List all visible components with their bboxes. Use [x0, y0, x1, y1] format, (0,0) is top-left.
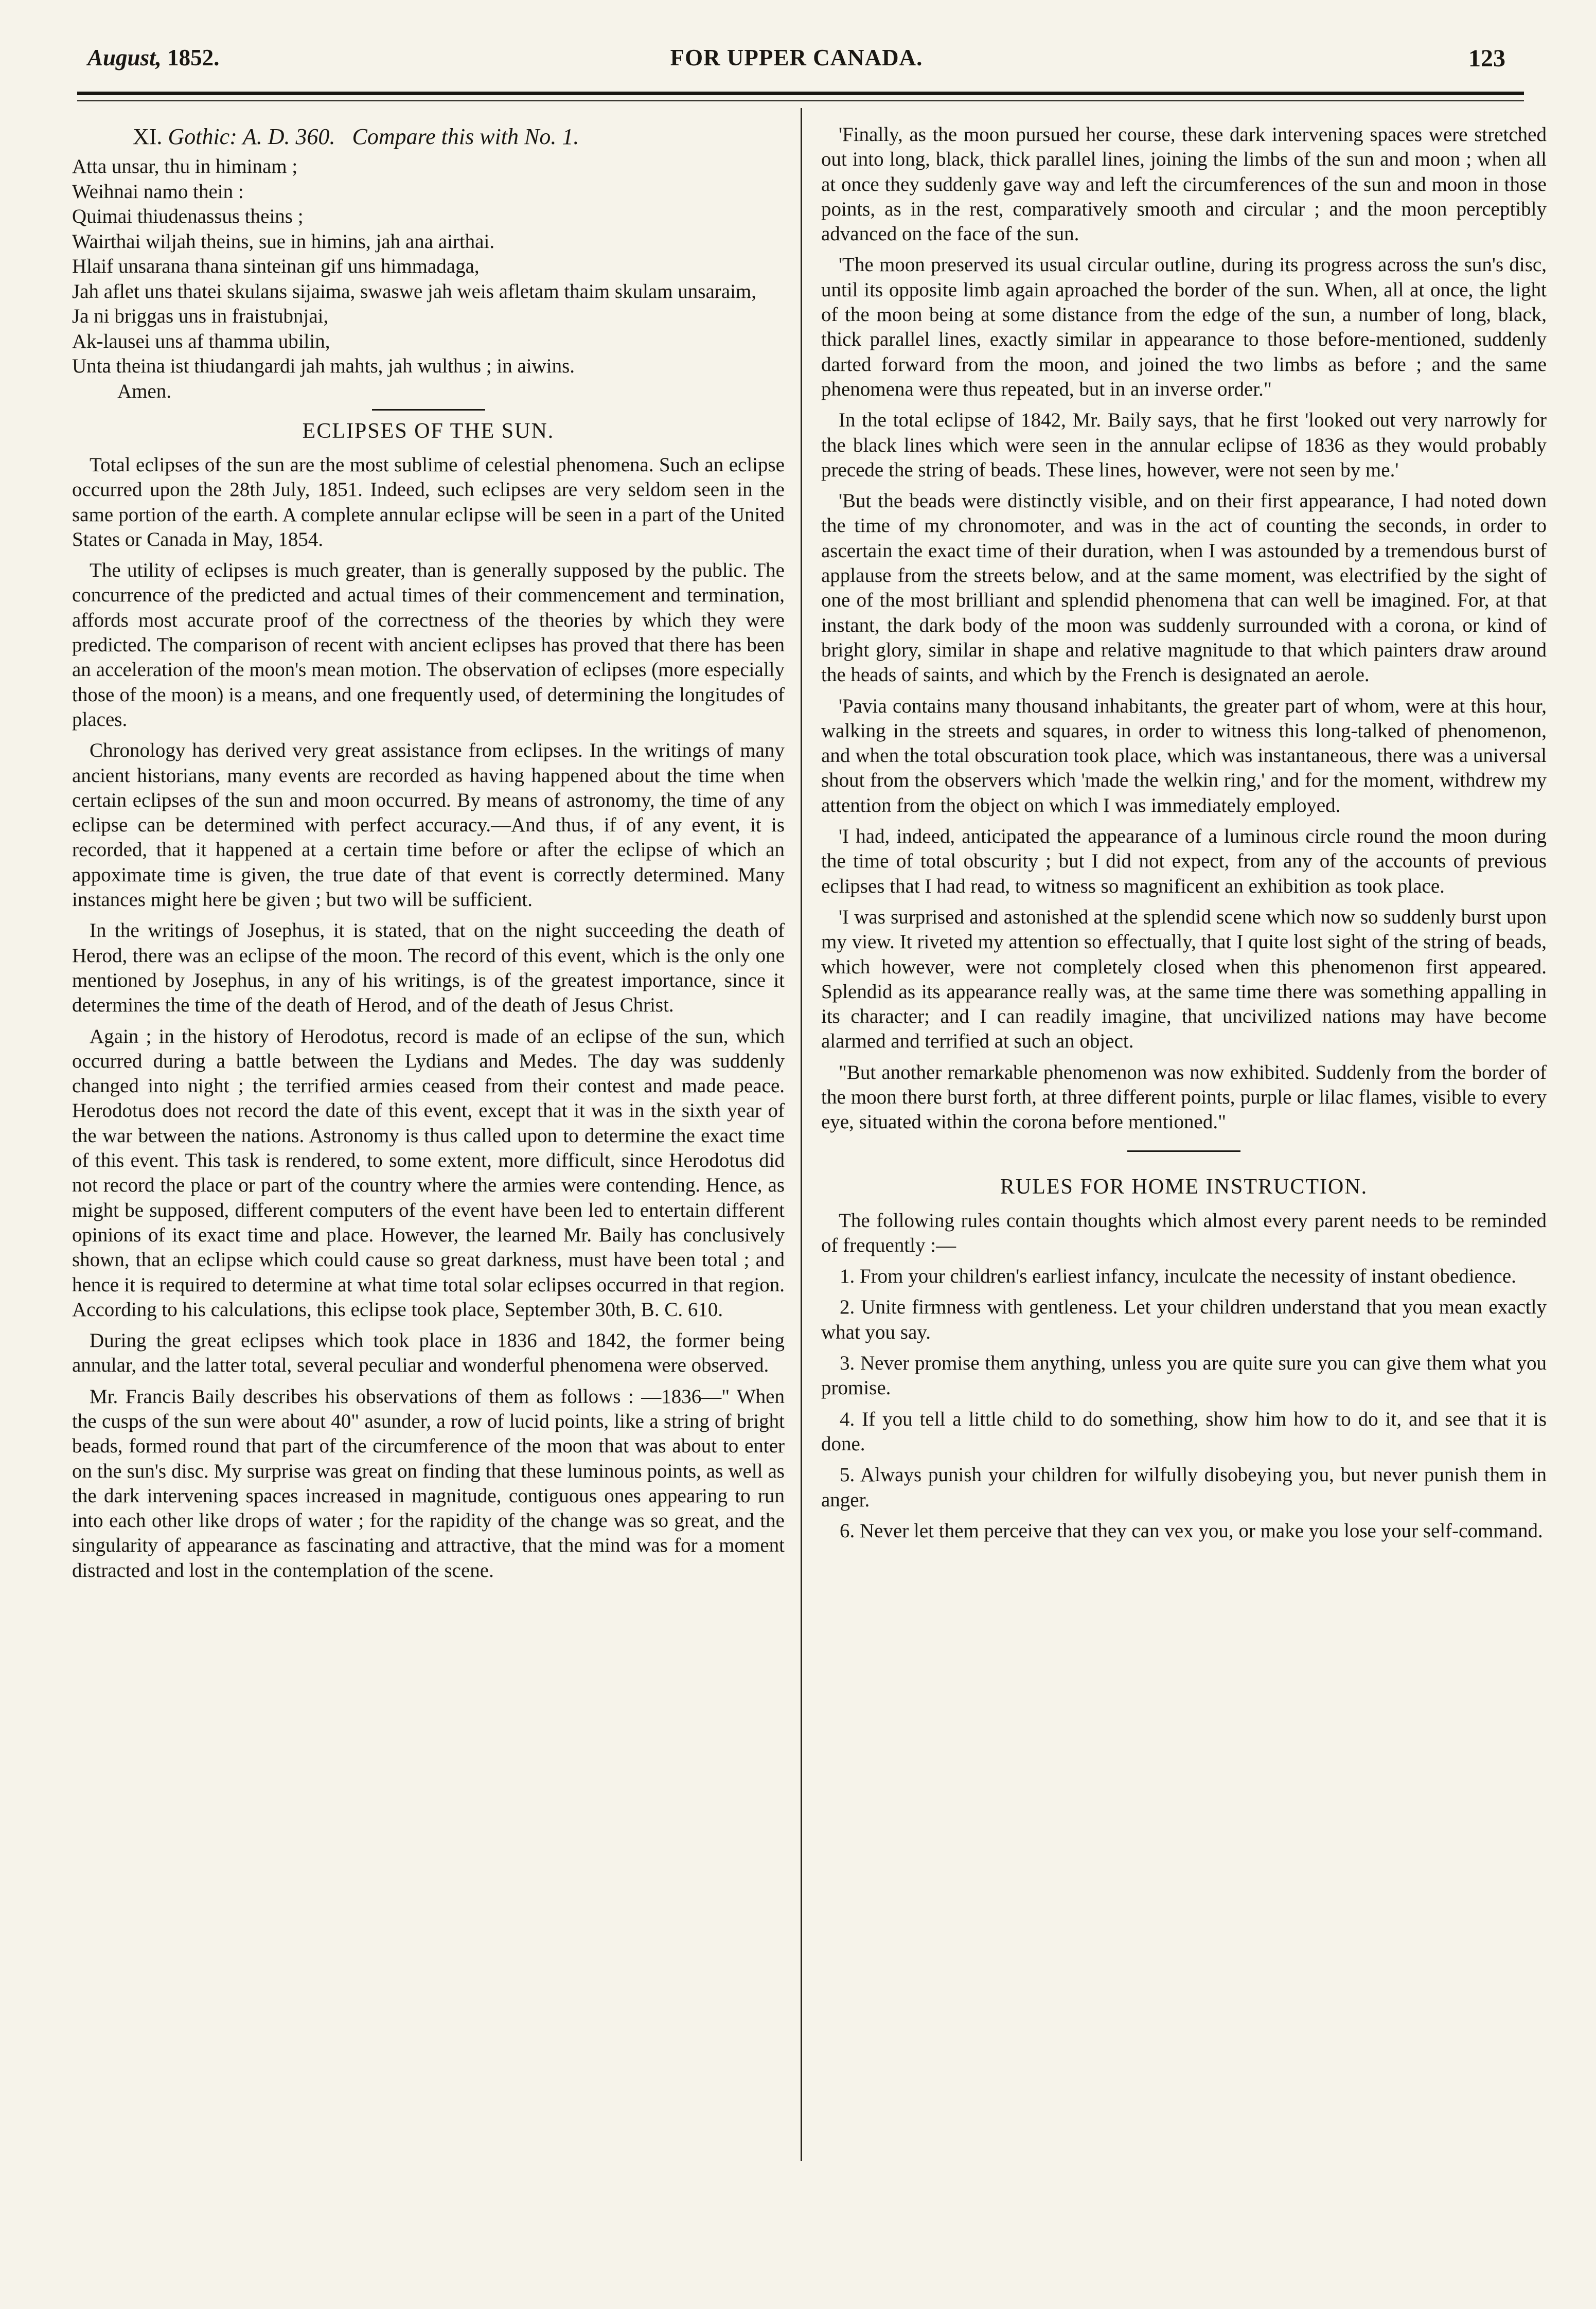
gothic-line: Wairthai wiljah theins, sue in himins, jah ana airthai.	[72, 230, 495, 253]
eclipses-paragraph: Total eclipses of the sun are the most sublime of celestial phenomena. Such an eclipse occurred upon the 28th July, 1851. Indeed, such eclipses are very seldom seen in the same portion of the earth. A complete annular eclipse will be seen in a part of the United States or Canada in May, 1854.	[72, 454, 785, 550]
gothic-line: Ja ni briggas uns in fraistubnjai,	[72, 305, 329, 327]
rules-intro: The following rules contain thoughts which almost every parent needs to be reminded of frequently :—	[821, 1209, 1547, 1256]
gothic-heading-label: Gothic:	[168, 124, 237, 149]
right-column	[821, 122, 1547, 1550]
gothic-prayer	[72, 154, 785, 404]
gothic-line: Jah aflet uns thatei skulans sijaima, swaswe jah weis afletam thaim skulam unsaraim,	[72, 280, 756, 303]
column-divider	[801, 108, 802, 2161]
eclipses-paragraph: Again ; in the history of Herodotus, record is made of an eclipse of the sun, which occurred during a battle between the Lydians and Medes. The day was suddenly changed into night ; the terrified armies ceased from their contest and made peace. Herodotus does not record the date of this event, except that it was in the sixth year of the war between the nations. Astronomy is thus called upon to determine the exact time of this event. This task is rendered, to some extent, more difficult, since Herodotus did not record the place or part of the country where the armies were contending. Hence, as might be supposed, different computers of the event have been led to entertain different opinions of its exact time and place. However, the learned Mr. Baily has conclusively shown, that an eclipse which could cause so great darkness, must have been total ; and hence it is required to determine at what time total solar eclipses occurred in that region. According to his calculations, this eclipse took place, September 30th, B. C. 610.	[72, 1025, 785, 1321]
eclipses-paragraph-continued: 'Pavia contains many thousand inhabitants, the greater part of whom, were at this hour, walking in the streets and squares, in order to witness this long-talked of phenomenon, and when the total obscuration took place, which was instantaneous, there was a universal shout from the observers which 'made the welkin ring,' and for the moment, withdrew my attention from the object on which I was immediately employed.	[821, 695, 1547, 816]
rule-item: 6. Never let them perceive that they can vex you, or make you lose your self-command.	[840, 1519, 1543, 1542]
rule-item: 1. From your children's earliest infancy, inculcate the necessity of instant obedience.	[840, 1265, 1516, 1288]
eclipses-paragraph-continued: 'I was surprised and astonished at the splendid scene which now so suddenly burst upon my view. It riveted my attention so effectually, that I quite lost sight of the string of beads, which however, were not completely closed when this phenomenon first appeared. Splendid as its appearance really was, at the same time there was something appalling in its character; and I can readily imagine, that uncivilized nations may have become alarmed and terrified at such an object.	[821, 905, 1547, 1053]
eclipses-paragraph-continued: 'I had, indeed, anticipated the appearance of a luminous circle round the moon during the time of total obscurity ; but I did not expect, from any of the accounts of previous eclipses that I had read, to witness so magnificent an exhibition as took place.	[821, 825, 1547, 897]
rule-item: 4. If you tell a little child to do something, show him how to do it, and see that it is done.	[821, 1408, 1547, 1455]
section-rule	[372, 409, 485, 411]
gothic-line: Hlaif unsarana thana sinteinan gif uns himmadaga,	[72, 255, 480, 277]
gothic-line: Ak-lausei uns af thamma ubilin,	[72, 330, 330, 352]
rule-item: 5. Always punish your children for wilfully disobeying you, but never punish them in anger.	[821, 1464, 1547, 1511]
eclipses-paragraph-continued: "But another remarkable phenomenon was now exhibited. Suddenly from the border of the moon there burst forth, at three different points, purple or lilac flames, visible to every eye, situated within the corona before mentioned."	[821, 1061, 1547, 1133]
rules-title: RULES FOR HOME INSTRUCTION.	[1000, 1175, 1368, 1199]
eclipses-paragraph: The utility of eclipses is much greater, than is generally supposed by the public. The concurrence of the predicted and actual times of their commencement and termination, affords most accurate proof of the correctness of the theories by which they were predicted. The comparison of recent with ancient eclipses has proved that there has been an acceleration of the moon's mean motion. The observation of eclipses (more especially those of the moon) is a means, and one frequently used, of determining the longitudes of places.	[72, 559, 785, 731]
gothic-line: Quimai thiudenassus theins ;	[72, 205, 304, 227]
gothic-heading-number: XI.	[133, 124, 163, 149]
eclipses-paragraph: In the writings of Josephus, it is stated, that on the night succeeding the death of Herod, there was an eclipse of the moon. The record of this event, which is the only one mentioned by Josephus, in any of his writings, is of the greatest importance, since it determines the time of the death of Herod, and of the death of Jesus Christ.	[72, 919, 785, 1017]
eclipses-paragraph: Mr. Francis Baily describes his observations of them as follows : —1836—" When the cusps of the sun were about 40" asunder, a row of lucid points, like a string of bright beads, formed round that part of the circumference of the moon that was about to enter on the sun's disc. My surprise was great on finding that these luminous points, as well as the dark intervening spaces increased in magnitude, contiguous ones appearing to run into each other like drops of water ; for the rapidity of the change was so great, and the singularity of appearance as fascinating and attractive, that the mind was for a moment distracted and lost in the contemplation of the scene.	[72, 1385, 785, 1582]
gothic-line: Atta unsar, thu in himinam ;	[72, 155, 298, 177]
publication-title: FOR UPPER CANADA.	[670, 45, 923, 70]
section-rule	[1127, 1150, 1240, 1152]
issue-year: 1852.	[167, 45, 220, 70]
rule-item: 2. Unite firmness with gentleness. Let your children understand that you mean exactly what you say.	[821, 1296, 1547, 1343]
issue-month: August,	[87, 45, 162, 70]
gothic-heading	[72, 122, 785, 151]
eclipses-paragraph-continued: 'But the beads were distinctly visible, and on their first appearance, I had noted down the time of my chronomoter, and was in the act of counting the seconds, in order to ascertain the exact time of their duration, when I was astounded by a tremendous burst of applause from the streets below, and at the same moment, was electrified by the sight of one of the most brilliant and splendid phenomena that can well be imagined. For, at that instant, the dark body of the moon was suddenly surrounded with a corona, or kind of bright glory, similar in shape and relative magnitude to that which painters draw around the heads of saints, and which by the French is designated an aerole.	[821, 490, 1547, 686]
header-rule-thin	[77, 100, 1524, 101]
gothic-line: Weihnai namo thein :	[72, 180, 244, 203]
eclipses-paragraph-continued: 'The moon preserved its usual circular outline, during its progress across the sun's disc, until its opposite limb again aproached the border of the sun. When, all at once, the light of the moon being at some distance from the edge of the sun, a number of long, black, thick parallel lines, exactly similar in appearance to those before-mentioned, suddenly darted forward from the moon, and joined the two limbs as before ; and the same phenomena were thus repeated, but in an inverse order."	[821, 254, 1547, 400]
gothic-heading-date: A. D. 360.	[242, 124, 335, 149]
running-head	[87, 44, 1505, 80]
rule-item: 3. Never promise them anything, unless you are quite sure you can give them what you promise.	[821, 1352, 1547, 1399]
left-column	[72, 122, 785, 1589]
eclipses-paragraph: Chronology has derived very great assistance from eclipses. In the writings of many ancient historians, many events are recorded as having happened about the time when certain eclipses of the sun and moon occurred. By means of astronomy, the time of any eclipse can be determined with perfect accuracy.—And thus, if of any event, it is recorded, that it happened at a certain time before or after the eclipse of which an appoximate time is given, the true date of that event is correctly determined. Many instances might here be given ; but two will be sufficient.	[72, 739, 785, 911]
gothic-line: Unta theina ist thiudangardi jah mahts, jah wulthus ; in aiwins.	[72, 355, 575, 377]
page-number: 123	[1468, 45, 1505, 72]
eclipses-paragraph: During the great eclipses which took place in 1836 and 1842, the former being annular, and the latter total, several peculiar and wonderful phenomena were observed.	[72, 1329, 785, 1377]
eclipses-paragraph-continued: 'Finally, as the moon pursued her course, these dark intervening spaces were stretched out into long, black, thick parallel lines, joining the limbs of the sun and moon ; when all at once they suddenly gave way and left the circumferences of the sun and moon in those points, as in the rest, comparatively smooth and circular ; and the moon perceptibly advanced on the face of the sun.	[821, 123, 1547, 245]
eclipses-paragraph-continued: In the total eclipse of 1842, Mr. Baily says, that he first 'looked out very narrowly for the black lines which were seen in the annular eclipse of 1836 as they would probably precede the string of beads. These lines, however, were not seen by me.'	[821, 409, 1547, 481]
gothic-heading-note: Compare this with No. 1.	[352, 124, 579, 149]
header-rule-thick	[77, 92, 1524, 95]
eclipses-title: ECLIPSES OF THE SUN.	[302, 419, 555, 443]
gothic-amen: Amen.	[117, 380, 172, 402]
